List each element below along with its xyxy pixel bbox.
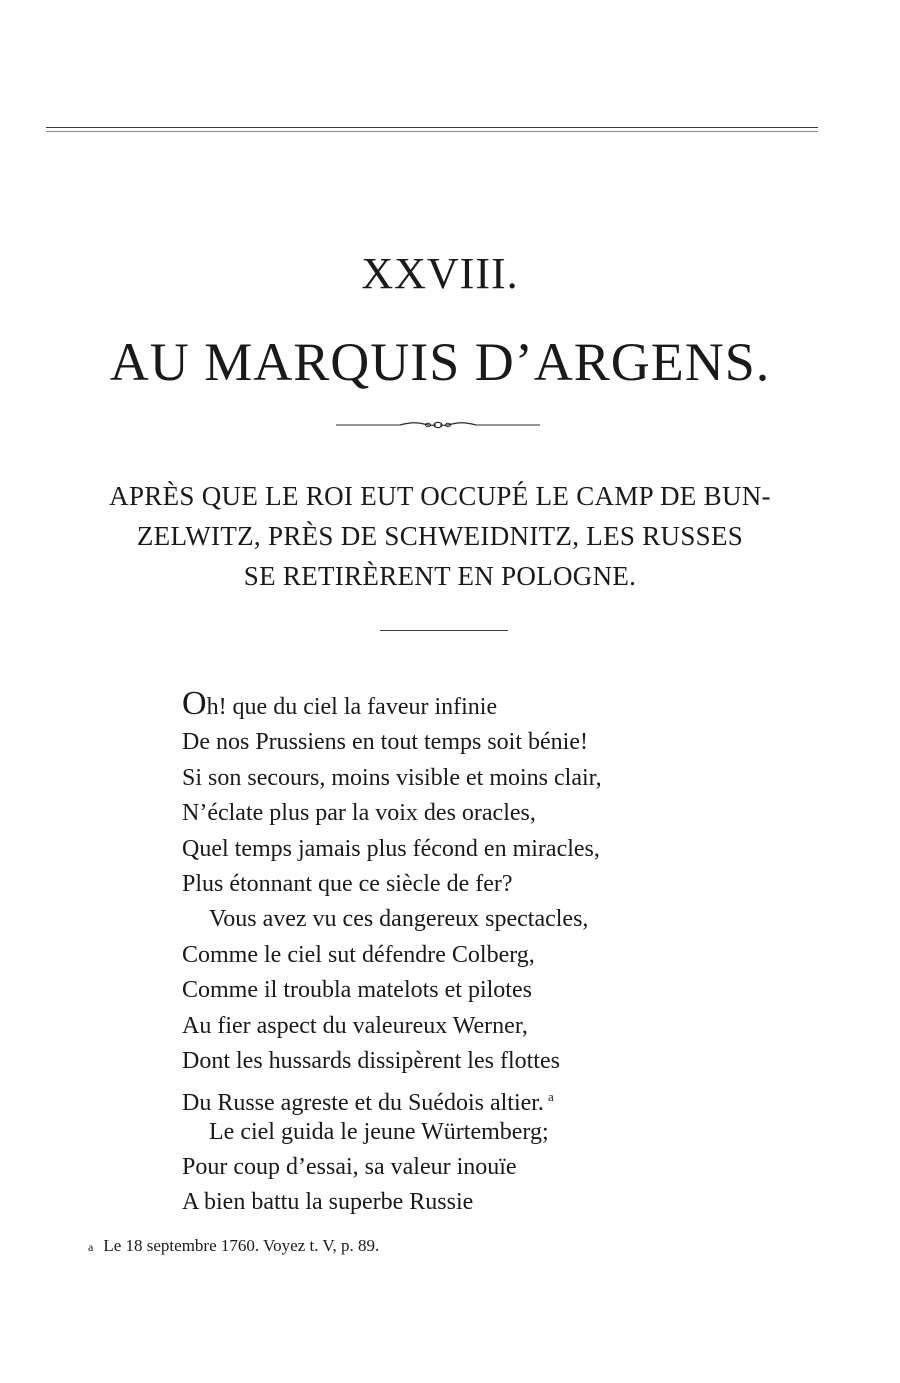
poem-line: [182, 1079, 802, 1117]
poem-line: Vous avez vu ces dangereux spectacles,: [209, 906, 589, 933]
subtitle-line: SE RETIRÈRENT EN POLOGNE.: [243, 561, 637, 591]
poem-line-text: Du Russe agreste et du Suédois altier.: [182, 1090, 544, 1117]
poem-body: [182, 685, 802, 1221]
footnote-marker: a: [88, 1240, 94, 1254]
poem-line: Plus étonnant que ce siècle de fer?: [182, 870, 513, 897]
poem-line: [182, 685, 802, 725]
poem-line: Comme il troubla matelots et pilotes: [182, 977, 532, 1004]
poem-line: Comme le ciel sut défendre Colberg,: [182, 941, 535, 968]
ornament-divider-icon: [336, 417, 540, 433]
subtitle-line: APRÈS QUE LE ROI EUT OCCUPÉ LE CAMP DE BUN-: [109, 481, 771, 511]
footnote-reference[interactable]: a: [547, 1089, 554, 1105]
footnote-text: Le 18 septembre 1760. Voyez t. V, p. 89.: [103, 1236, 380, 1255]
poem-line: N’éclate plus par la voix des oracles,: [182, 800, 536, 827]
chapter-numeral: XXVIII.: [361, 249, 519, 298]
section-divider: [380, 630, 508, 631]
page-title: AU MARQUIS D’ARGENS.: [109, 332, 771, 392]
poem-line: Quel temps jamais plus fécond en miracles,: [182, 835, 600, 862]
poem-line: De nos Prussiens en tout temps soit bénie!: [182, 729, 588, 756]
subtitle-line: ZELWITZ, PRÈS DE SCHWEIDNITZ, LES RUSSES: [136, 521, 744, 551]
subtitle-block: [40, 476, 840, 596]
footnote: [88, 1234, 788, 1259]
top-double-rule: [46, 127, 818, 132]
poem-line-text: h! que du ciel la faveur infinie: [206, 694, 498, 720]
poem-line: A bien battu la superbe Russie: [182, 1189, 474, 1216]
poem-line: Si son secours, moins visible et moins clair,: [182, 764, 602, 791]
drop-cap: O: [182, 685, 207, 722]
poem-line: Dont les hussards dissipèrent les flottes: [182, 1047, 560, 1074]
poem-line: Au fier aspect du valeureux Werner,: [182, 1012, 528, 1039]
poem-line: Pour coup d’essai, sa valeur inouïe: [182, 1154, 517, 1181]
poem-line: Le ciel guida le jeune Würtemberg;: [209, 1118, 549, 1145]
